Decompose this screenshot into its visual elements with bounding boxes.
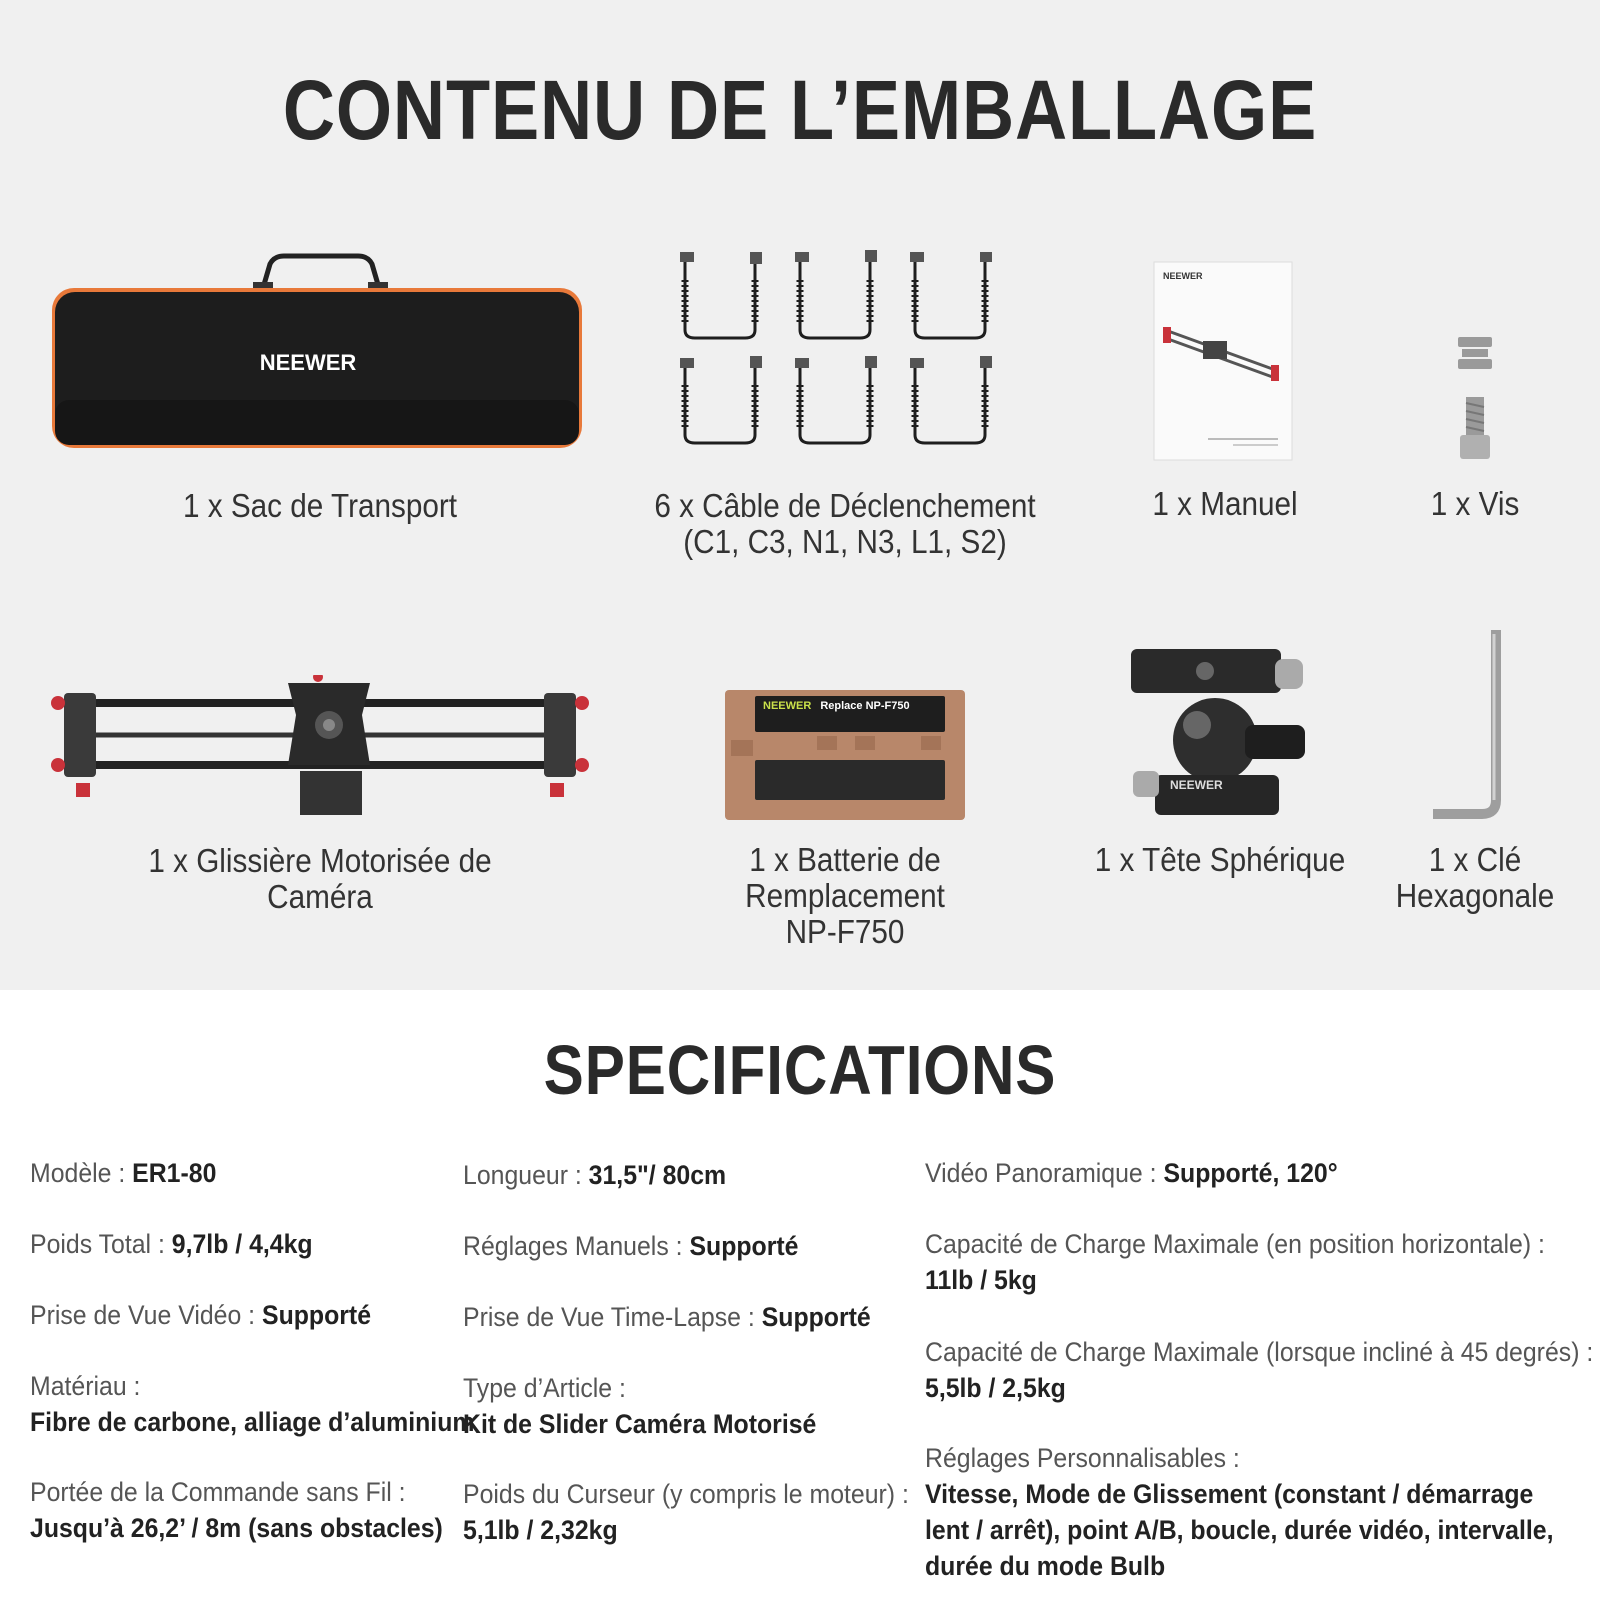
spec-total-weight: [30, 1226, 313, 1262]
spec-carriage-weight: [463, 1476, 909, 1548]
trigger-cables-item: [675, 250, 1015, 460]
screw-icon: [1450, 335, 1500, 465]
spec-value: lent / arrêt), point A/B, boucle, durée vidéo, intervalle,: [925, 1515, 1554, 1545]
spec-value: Vitesse, Mode de Glissement (constant / démarrage: [925, 1479, 1534, 1509]
specs-title: SPECIFICATIONS: [543, 1031, 1057, 1109]
spec-value: Jusqu’à 26,2’ / 8m (sans obstacles): [30, 1513, 443, 1543]
motorized-slider-icon: [50, 675, 590, 825]
spec-key: Poids Total :: [30, 1229, 172, 1259]
spec-panoramic: [925, 1155, 1338, 1191]
caption-text: 1 x Sac de Transport: [182, 487, 458, 524]
caption-slider: [95, 843, 545, 915]
caption-text: 1 x Batterie de Remplacement: [745, 841, 945, 914]
spec-material: [30, 1368, 474, 1440]
battery-model: Replace NP-F750: [820, 700, 910, 712]
battery-item: [725, 690, 965, 820]
spec-value: durée du mode Bulb: [925, 1551, 1166, 1581]
spec-max-load-45: [925, 1334, 1593, 1406]
spec-value: ER1-80: [132, 1158, 217, 1188]
spec-key: Réglages Personnalisables :: [925, 1443, 1240, 1473]
spec-value: Fibre de carbone, alliage d’aluminium: [30, 1407, 475, 1437]
spec-custom-settings: [925, 1440, 1553, 1584]
caption-text: 1 x Manuel: [1152, 485, 1298, 522]
battery-label-text: [763, 700, 910, 712]
spec-key: Type d’Article :: [463, 1373, 626, 1403]
spec-key: Modèle :: [30, 1158, 133, 1188]
hex-key-item: [1430, 630, 1510, 820]
caption-trigger-cables: [643, 488, 1048, 560]
caption-ball-head: [1094, 842, 1346, 878]
spec-key: Poids du Curseur (y compris le moteur) :: [463, 1479, 909, 1509]
screw-item: [1450, 335, 1500, 465]
ball-head-icon: [1125, 645, 1325, 825]
spec-value: 9,7lb / 4,4kg: [171, 1229, 313, 1259]
spec-key: Capacité de Charge Maximale (en position horizontale) :: [925, 1229, 1545, 1259]
bag-brand-text: NEEWER: [259, 350, 357, 375]
caption-text: 1 x Vis: [1430, 485, 1520, 522]
spec-value: 31,5"/ 80cm: [588, 1160, 727, 1190]
trigger-cables-icon: [675, 250, 1015, 460]
motorized-slider-item: [50, 675, 590, 825]
caption-text: Hexagonale: [1395, 877, 1555, 914]
spec-max-load-horizontal: [925, 1226, 1545, 1298]
spec-timelapse: [463, 1299, 871, 1335]
spec-manual-settings: [463, 1228, 798, 1264]
caption-screw: [1399, 486, 1552, 522]
ball-head-item: [1125, 645, 1325, 825]
manual-item: [1153, 261, 1293, 461]
spec-value: Supporté: [689, 1231, 799, 1261]
spec-value: Supporté, 120°: [1163, 1158, 1338, 1188]
spec-key: Longueur :: [463, 1160, 589, 1190]
caption-text: (C1, C3, N1, N3, L1, S2): [683, 523, 1007, 560]
spec-value: Supporté: [261, 1300, 372, 1330]
spec-length: [463, 1157, 726, 1193]
spec-key: Vidéo Panoramique :: [925, 1158, 1164, 1188]
spec-value: 5,1lb / 2,32kg: [463, 1515, 618, 1545]
caption-text: 1 x Glissière Motorisée de Caméra: [148, 842, 492, 915]
caption-battery: [647, 842, 1043, 950]
caption-carry-bag: [131, 488, 509, 524]
caption-text: NP-F750: [785, 913, 905, 950]
package-title: CONTENU DE L’EMBALLAGE: [282, 63, 1318, 157]
spec-key: Portée de la Commande sans Fil :: [30, 1477, 406, 1507]
spec-value: Kit de Slider Caméra Motorisé: [463, 1409, 817, 1439]
spec-key: Matériau :: [30, 1371, 141, 1401]
caption-text: 1 x Tête Sphérique: [1094, 841, 1346, 878]
spec-value: 5,5lb / 2,5kg: [925, 1373, 1066, 1403]
spec-key: Prise de Vue Time-Lapse :: [463, 1302, 762, 1332]
carry-bag-item: [48, 250, 588, 460]
hex-key-icon: [1430, 630, 1510, 820]
caption-text: 1 x Clé: [1428, 841, 1522, 878]
spec-remote-range: [30, 1474, 443, 1546]
spec-model: [30, 1155, 216, 1191]
spec-key: Réglages Manuels :: [463, 1231, 690, 1261]
spec-video-shooting: [30, 1297, 371, 1333]
battery-brand: NEEWER: [763, 700, 812, 712]
manual-icon: [1153, 261, 1293, 461]
spec-item-type: [463, 1370, 816, 1442]
spec-key: Capacité de Charge Maximale (lorsque incliné à 45 degrés) :: [925, 1337, 1594, 1367]
manual-brand-text: NEEWER: [1163, 271, 1203, 281]
caption-text: 6 x Câble de Déclenchement: [654, 487, 1036, 524]
spec-value: Supporté: [761, 1302, 871, 1332]
spec-key: Prise de Vue Vidéo :: [30, 1300, 262, 1330]
ball-head-brand-text: NEEWER: [1170, 778, 1223, 792]
caption-manual: [1122, 486, 1329, 522]
caption-hex-key: [1381, 842, 1570, 914]
spec-value: 11lb / 5kg: [925, 1265, 1037, 1295]
